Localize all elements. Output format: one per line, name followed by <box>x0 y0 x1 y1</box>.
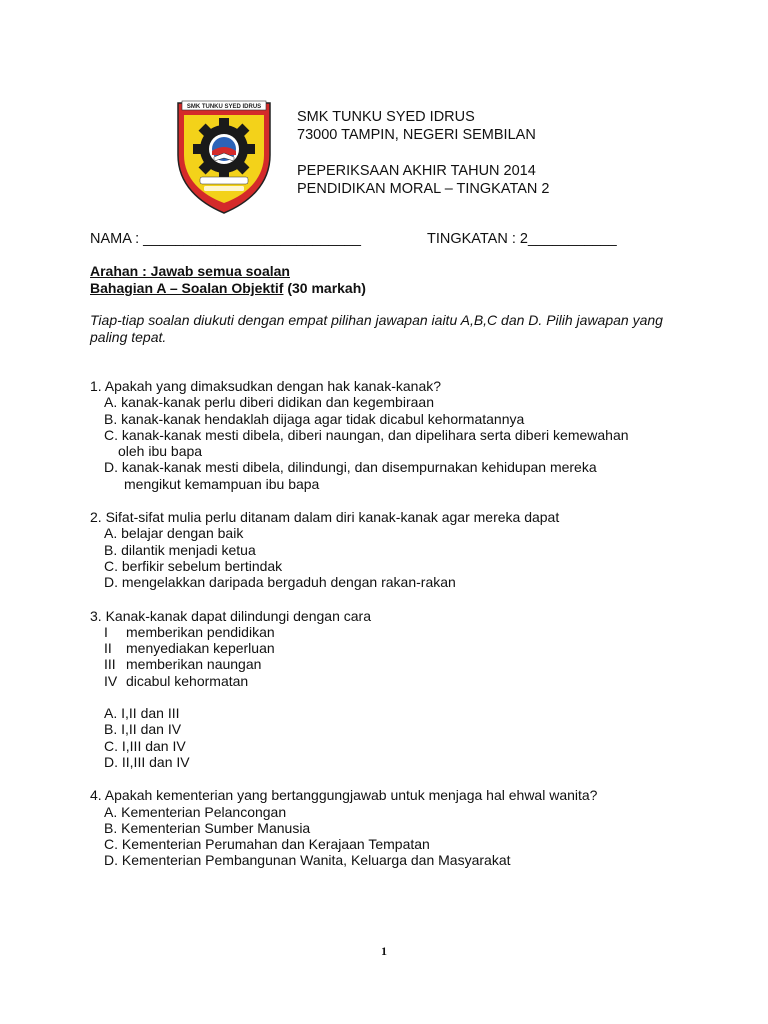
option-c: C. I,III dan IV <box>104 737 186 754</box>
option-c: C. berfikir sebelum bertindak <box>104 557 283 574</box>
statement-text: menyediakan keperluan <box>126 640 275 657</box>
statement-text: memberikan pendidikan <box>126 623 275 640</box>
question-text: 4. Apakah kementerian yang bertanggungjawab untuk menjaga hal ehwal wanita? <box>90 787 598 804</box>
exam-header <box>297 108 549 198</box>
option-a: A. Kementerian Pelancongan <box>104 803 287 820</box>
option-c: C. Kementerian Perumahan dan Kerajaan Tempatan <box>104 836 430 853</box>
exam-title: PEPERIKSAAN AKHIR TAHUN 2014 <box>297 163 536 179</box>
option-b: B. Kementerian Sumber Manusia <box>104 819 311 836</box>
roman-numeral: II <box>104 640 112 657</box>
question-3 <box>90 608 710 771</box>
instructions-heading <box>90 263 366 297</box>
roman-numeral: IV <box>104 672 118 689</box>
roman-numeral: III <box>104 656 116 673</box>
option-b: B. kanak-kanak hendaklah dijaga agar tidak dicabul kehormatannya <box>104 410 525 427</box>
statement-iv <box>90 673 710 689</box>
option-c-continued: oleh ibu bapa <box>118 443 203 460</box>
tingkatan-field[interactable]: TINGKATAN : 2___________ <box>427 231 617 247</box>
option-d: D. kanak-kanak mesti dibela, dilindungi, dan disempurnakan kehidupan mereka <box>104 459 597 476</box>
option-d-continued: mengikut kemampuan ibu bapa <box>124 475 320 492</box>
subject-title: PENDIDIKAN MORAL – TINGKATAN 2 <box>297 181 550 197</box>
school-name: SMK TUNKU SYED IDRUS <box>297 109 475 125</box>
option-c: C. kanak-kanak mesti dibela, diberi naungan, dan dipelihara serta diberi kemewahan <box>104 426 629 443</box>
roman-numeral: I <box>104 623 108 640</box>
question-text: 1. Apakah yang dimaksudkan dengan hak kanak-kanak? <box>90 378 442 394</box>
option-a: A. belajar dengan baik <box>104 525 244 542</box>
option-b: B. dilantik menjadi ketua <box>104 541 256 558</box>
section-marks: (30 markah) <box>283 280 366 296</box>
question-text: 2. Sifat-sifat mulia perlu ditanam dalam diri kanak-kanak agar mereka dapat <box>90 509 560 526</box>
question-text: 3. Kanak-kanak dapat dilindungi dengan cara <box>90 607 371 624</box>
school-crest-logo <box>174 97 274 215</box>
option-a: A. I,II dan III <box>104 705 180 722</box>
option-a: A. kanak-kanak perlu diberi didikan dan kegembiraan <box>104 394 434 411</box>
statement-ii <box>90 640 710 656</box>
instruction-text: Tiap-tiap soalan diukuti dengan empat pilihan jawapan iaitu A,B,C dan D. Pilih jawapan yang paling tepat. <box>90 312 663 345</box>
option-d: D. II,III dan IV <box>104 753 190 770</box>
arahan-line: Arahan : Jawab semua soalan <box>90 263 290 279</box>
school-address: 73000 TAMPIN, NEGERI SEMBILAN <box>297 127 536 143</box>
statement-i <box>90 624 710 640</box>
statement-iii <box>90 656 710 672</box>
option-d: D. Kementerian Pembangunan Wanita, Keluarga dan Masyarakat <box>104 852 511 869</box>
name-field[interactable]: NAMA : ___________________________ <box>90 231 361 247</box>
statement-text: memberikan naungan <box>126 656 262 673</box>
option-d: D. mengelakkan daripada bergaduh dengan rakan-rakan <box>104 574 456 591</box>
question-4 <box>90 787 710 868</box>
question-2 <box>90 509 710 590</box>
page-number: 1 <box>381 944 387 958</box>
question-1 <box>90 378 710 492</box>
section-title: Bahagian A – Soalan Objektif <box>90 280 284 296</box>
option-b: B. I,II dan IV <box>104 721 182 738</box>
statement-text: dicabul kehormatan <box>126 672 249 689</box>
svg-text:SMK TUNKU SYED IDRUS: SMK TUNKU SYED IDRUS <box>186 104 262 110</box>
question-list <box>90 378 710 886</box>
